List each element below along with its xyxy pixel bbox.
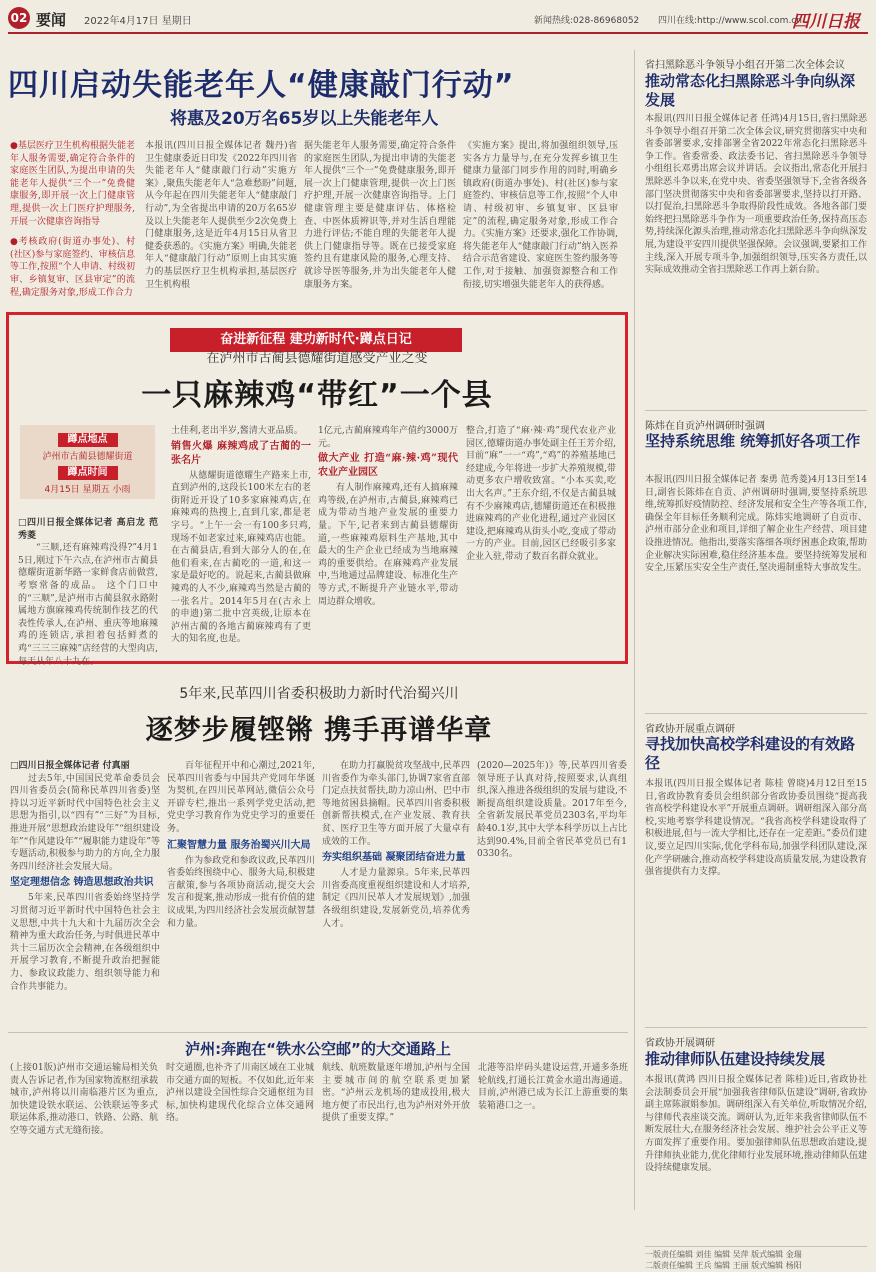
issue-date: 2022年4月17日 星期日 (84, 16, 192, 27)
five-years-col-3-text: 在助力打赢脱贫攻坚战中,民革四川省委作为牵头部门,协调7家省直部门定点扶贫帮扶,助力凉山州、巴中市等地贫困县摘帽。民革四川省委积极创新帮扶模式,在产业发展、教育扶贫、医疗卫生等方面开展了大量卓有成效的工作。 (322, 761, 470, 847)
feature-subhead-1: 销售火爆 麻辣鸡成了古蔺的一张名片 (171, 440, 311, 466)
feature-col-2 (171, 425, 311, 657)
lead-col-1: 本报讯(四川日报全媒体记者 魏丹)省卫生健康委近日印发《2022年四川省失能老年人“健康敲门行动”实施方案》,聚焦失能老年人“急难愁盼”问题,从今年起在四川失能老年人“健康敲门行动”,为全省提出申请的20万名65岁及以上失能老年人提供至少2次免费上门健康服务,这是近年4月15日从省卫健委获悉的。《实施方案》明确,失能老年人“健康敲门行动”原则上由其实施力的基层医疗卫生机构承担,基层医疗卫生机构根 (145, 141, 297, 290)
five-years-headline: 逐梦步履铿锵 携手再谱华章 (145, 715, 493, 746)
five-years-col-1-text: 过去5年,中国国民党革命委员会四川省委员会(简称民革四川省委)坚持以习近平新时代中国特色社会主义思想为指引,以“四有”“三好”为目标,推进开展“思想政治建设年”“组织建设年”“作风建设年”“履职能力建设年”等专题活动,积极参与助力的方向,全力服务四川经济社会发展大局。 (10, 773, 160, 872)
lead-headline: 四川启动失能老年人“健康敲门行动” (8, 68, 515, 103)
five-years-subhead-2: 汇聚智慧力量 服务治蜀兴川大局 (167, 839, 311, 851)
feature-col-1 (18, 517, 158, 667)
column-divider (634, 50, 635, 1210)
page-number-badge: 02 (8, 7, 30, 29)
masthead-logo: 四川日报 (792, 12, 860, 32)
feature-banner-text: 奋进新征程 建功新时代·蹲点日记 (220, 332, 412, 347)
jun-kicker: 省扫黑除恶斗争领导小组召开第二次全体会议 (645, 60, 845, 71)
lawyer-kicker: 省政协开展调研 (645, 1038, 715, 1049)
feature-col-2-lead: 土佳利,老出半岁,酱清大亚品质。 (171, 426, 303, 436)
section-name: 要闻 (36, 11, 67, 29)
feature-col-2-text: 从德耀街道德耀生产路来上市,直到泸州的,这段长100米左右的老街附近开设了10多家麻辣鸡店,在麻辣鸡的热搜上,直到几家,都是老字号。“上午一会一有100多只鸡,现场不如老家过来,麻辣鸡店也能。在古蔺县店,看到大部分人的在,在他们看来,在古蔺吃的一道,和这一家是最好吃的。说起来,古蔺县做麻辣鸡的人不少,麻辣鸡当然是古蔺的一张名片。2014年5月在(古永上的申遗)第二批中宫英级,让原本在泸州古蔺的各地古蔺麻辣鸡有了更大的知名度,也是。 (171, 470, 311, 645)
lawyer-headline: 推动律师队伍建设持续发展 (645, 1050, 826, 1068)
divider (8, 1032, 628, 1033)
feature-byline: □四川日报全媒体记者 高启龙 范秀菱 (18, 518, 158, 541)
editor-credits-2: 二版责任编辑 王兵 编辑 王丽 版式编辑 杨阳 (645, 1261, 802, 1270)
divider (645, 713, 867, 714)
feature-col-3 (318, 425, 458, 657)
five-years-byline: □四川日报全媒体记者 付真丽 (10, 761, 130, 771)
time-label: 蹲点时间 (58, 466, 118, 480)
luzhou-col-1: (上接01版)泸州市交通运输局相关负责人告诉记者,作为国家物流枢纽承载城市,泸州将以川南临港片区为重点,加快建设铁水联运、公铁联运等多式联运体系,推动港口、铁路、公路、航空等交通方式无缝衔接。 (10, 1063, 158, 1136)
lead-summary-2: ●考核政府(街道办事处)、村(社区)参与家庭签约、审核信息等工作,按照“个人申请、村级初审、乡镇复审、区县审定”的流程,确定服务对象,形成工作合力 (10, 237, 135, 298)
jun-headline: 推动常态化扫黑除恶斗争向纵深发展 (645, 72, 856, 109)
website: 四川在线:http://www.scol.com.cn (658, 16, 802, 26)
place-value: 泸州市古蔺县德耀街道 (42, 452, 133, 462)
feature-kicker: 在泸州市古蔺县德耀街道感受产业之变 (206, 351, 428, 366)
dateline-box (20, 425, 155, 499)
luzhou-headline: 泸州:奔跑在“铁水公空邮”的大交通路上 (185, 1040, 451, 1058)
lawyer-body: 本报讯(黄鸿 四川日报全媒体记者 陈桂)近日,省政协社会法制委员会开展“加强我省律师队伍建设”调研,省政协副主席陈淑娟参加。调研组深入有关单位,听取情况介绍,与律师代表座谈交流。调研认为,近年来我省律师队伍不断发展壮大,在服务经济社会发展、维护社会公平正义等方面发挥了重要作用。要加强律师队伍思想政治建设,提升律师执业能力,优化律师行业发展环境,推动律师队伍建设持续健康发展。 (645, 1075, 867, 1174)
hotline: 新闻热线:028-86968052 (534, 16, 640, 26)
chen-headline: 坚持系统思维 统筹抓好各项工作 (645, 432, 861, 450)
college-body: 本报讯(四川日报全媒体记者 陈桂 曾晓)4月12日至15日,省政协教育委员会组织部分省政协委员围绕“提高我省高校学科建设水平”开展重点调研。调研组深入部分高校,实地考察学科建设情况。“我省高校学科建设取得了积极进展,但与一流大学相比,还存在一定差距。”委员们建议,要立足四川实际,优化学科布局,加强学科团队建设,深化产学研融合,推动高校学科建设高质量发展,为建设教育强省提供有力支撑。 (645, 779, 867, 878)
luzhou-col-4: 北港等沿岸码头建设运营,开通多条班轮航线,打通长江黄金水道出海通道。目前,泸州港已成为长江上游重要的集装箱港口之一。 (478, 1063, 628, 1111)
feature-headline: 一只麻辣鸡“带红”一个县 (141, 378, 493, 413)
divider (645, 410, 867, 411)
five-years-col-2 (167, 760, 315, 1028)
lead-col-2: 据失能老年人服务需要,确定符合条件的家庭医生团队,为提出申请的失能老年人提供“三个一”免费健康服务,即开展一次上门健康管理,提供一次上门医疗护理,开展一次健康咨询指导。上门健康管理主要是健康评估、体格检查、中医体质辨识等,并对生活自理能力进行评估;不能自理的失能老年人提供上门健康指导等。既在已接受家庭签约且有建康风险的服务,心理支持、就诊导医等服务,并为出失能老年人健康服务方案。 (304, 141, 456, 290)
five-years-col-1 (10, 760, 160, 1028)
college-kicker: 省政协开展重点调研 (645, 724, 735, 735)
five-years-col-3b-text: 人才是力量源泉。5年来,民革四川省委高度重视组织建设和人才培养,制定《四川民革人才发展规划》,加强各级组织建设,发展新党员,培养优秀人才。 (322, 868, 470, 929)
five-years-col-2-text: 百年征程开中和心潮过,2021年,民革四川省委与中国共产党同年华诞为契机,在四川民革网站,微信公众号开辟专栏,推出一系列学党史活动,把党史学习教育作为党史学习的重要任务。 (167, 761, 315, 834)
five-years-kicker: 5年来,民革四川省委积极助力新时代治蜀兴川 (179, 686, 459, 702)
five-years-col-2b-text: 作为参政党和参政议政,民革四川省委始终围绕中心、服务大局,积极建言献策,参与各项协商活动,提交大会发言和提案,推动形成一批有价值的建议成果,为四川经济社会发展贡献智慧和力量。 (167, 855, 315, 929)
divider (645, 1027, 867, 1028)
lead-summary-box (10, 140, 135, 300)
feature-col-4: 整合,打造了“麻·辣·鸡”现代农业产业园区,德耀街道办事处副主任王芳介绍,目前“麻”一一“鸡”,“鸡”的养殖基地已经建成,今年将进一步扩大养殖规模,带动更多农户增收致富。“小本买卖,吃出大名声。”王东介绍,不仅是古蔺县城有不少麻辣鸡店,德耀街道还在积极推进麻辣鸡的产业化进程,通过产业园区建设,把麻辣鸡从街头小吃,变成了带动一方的产业。目前,园区已经吸引多家企业入驻,带动了数百名群众就业。 (466, 426, 616, 562)
editor-credits-1: 一版责任编辑 刘佳 编辑 吴萍 版式编辑 金瑞 (645, 1250, 802, 1259)
luzhou-col-2: 时交通圈,也补齐了川南区域在工业城市交通方面的短板。不仅如此,近年来泸州以建设全国性综合交通枢纽为目标,加快构建现代化综合立体交通网络。 (166, 1063, 314, 1124)
chen-body: 本报讯(四川日报全媒体记者 秦勇 范秀菱)4月13日至14日,副省长陈炜在自贡、泸州调研时强调,要坚持系统思维,统筹抓好疫情防控、经济发展和安全生产等各项工作,确保全年目标任务顺利完成。陈炜实地调研了自贡市、泸州市部分企业和项目,详细了解企业生产经营、项目建设推进情况。他指出,要落实落细各项纾困惠企政策,帮助企业解决实际困难,稳住经济基本盘。要坚持统筹发展和安全,压紧压实安全生产责任,坚决遏制重特大事故发生。 (645, 475, 867, 574)
lead-subheadline: 将惠及20万名65岁以上失能老年人 (170, 109, 439, 129)
place-label: 蹲点地点 (58, 433, 118, 447)
lead-col-3: 《实施方案》提出,将加强组织领导,压实各方力量导与,在充分发挥乡镇卫生健康力量部门同步作用的同时,明确乡镇政府(街道办事处)、村(社区)参与家庭签约、审核信息等工作,按照“个人申请、村级初审、乡镇复审、区县审定”的流程,确定服务对象,形成工作合力。《实施方案》还要求,强化工作协调,将失能老年人“健康敲门行动”纳入医养结合示范省建设、家庭医生签约服务等工作,对于接触、加强资源整合和工作衔接,切实增强失能老年人的获得感。 (463, 141, 618, 290)
five-years-col-3 (322, 760, 470, 1028)
five-years-col-4: (2020—2025年)》等,民革四川省委领导班子认真对待,按照要求,认真组织,深入推进各级组织的发展与建设,不断提高组织建设质量。2017年至今,全省新发展民革党员2303名,平均年龄40.1岁,其中大学本科学历以上占比达到90.4%,目前全省民革党员已有10330名。 (477, 761, 627, 860)
lead-summary-1: ●基层医疗卫生机构根据失能老年人服务需要,确定符合条件的家庭医生团队,为提出申请的失能老年人提供“三个一”免费健康服务,即开展一次上门健康管理,提供一次上门医疗护理服务,开展一次健康咨询指导 (10, 141, 135, 227)
chen-kicker: 陈炜在自贡泸州调研时强调 (645, 421, 765, 432)
feature-col-1-text: “三顺,还有麻辣鸡没得?”4月15日,刚过下午六点,在泸州市古蔺县德耀街道新华路一家鲜食店前做营,考察常备的成品。 这个门口中的“三顺”,是泸州市古蔺县叙永路附属地方旗麻辣鸡传统制作技艺的代表性传承人,在泸州、重庆等地麻辣鸡的连锁店,承担着包括鲜煮的鸡“三三三麻辣”店经营的大型肉店,每天从年八十九在。 (18, 543, 158, 667)
header-rule (8, 32, 868, 34)
five-years-subhead-1: 坚定理想信念 铸造思想政治共识 (10, 877, 154, 889)
college-headline: 寻找加快高校学科建设的有效路径 (645, 735, 856, 772)
feature-col-3-lead: 1亿元,古蔺麻辣鸡年产值约3000万元。 (318, 426, 458, 449)
luzhou-col-3: 航线、航班数量逐年增加,泸州与全国主要城市间的航空联系更加紧密。“泸州云龙机场的建成投用,极大地方便了市民出行,也为泸州对外开放提供了重要支撑。” (322, 1063, 470, 1124)
five-years-subhead-3: 夯实组织基础 凝聚团结奋进力量 (322, 852, 466, 864)
five-years-col-1b-text: 5年来,民革四川省委始终坚持学习贯彻习近平新时代中国特色社会主义思想,中共十九大和十九届历次全会精神为重大政治任务,与时俱进民革中共十三届历次全会精神,在各级组织中开展学习教育,不断提升政治把握能力、参政议政能力、组织领导能力和合作共事能力。 (10, 893, 160, 992)
divider (645, 1246, 867, 1247)
time-value: 4月15日 星期五 小雨 (44, 485, 131, 495)
jun-body: 本报讯(四川日报全媒体记者 任鸿)4月15日,省扫黑除恶斗争领导小组召开第二次全体会议,研究贯彻落实中央和省委部署要求,安排部署全省2022年常态化扫黑除恶斗争工作。省委常委、政法委书记、省扫黑除恶斗争领导小组组长邓勇出席会议并讲话。会议指出,常态化开展扫黑除恶斗争以来,在党中央、省委坚强领导下,全省各级各部门坚决贯彻落实中央和省委部署要求,坚持以打开路、以打促治,扫黑除恶斗争取得阶段性成效。各地各部门要始终把扫黑除恶斗争作为一项重要政治任务,保持高压态势,持续深化源头治理,推动常态化扫黑除恶斗争向纵深发展,为建设平安四川提供坚强保障。会议强调,要紧扣工作主线,深入开展专项斗争,加强组织领导,压实各方责任,以实际成效推动全省扫黑除恶工作再上新台阶。 (645, 114, 867, 276)
feature-col-3-text: 有人制作麻辣鸡,还有人搞麻辣鸡等级,在泸州市,古蔺县,麻辣鸡已成为带动当地产业发展的重要力量。下午,记者来到古蔺县德耀街道,一些麻辣鸡原料生产基地,其中最大的生产企业已经成为当地麻辣鸡的重要供给。在麻辣鸡产业发展中,当地通过品牌建设、标准化生产等方式,不断提升产业链水平,带动周边群众增收。 (318, 483, 458, 607)
feature-subhead-2: 做大产业 打造“麻·辣·鸡”现代农业产业园区 (318, 453, 458, 479)
